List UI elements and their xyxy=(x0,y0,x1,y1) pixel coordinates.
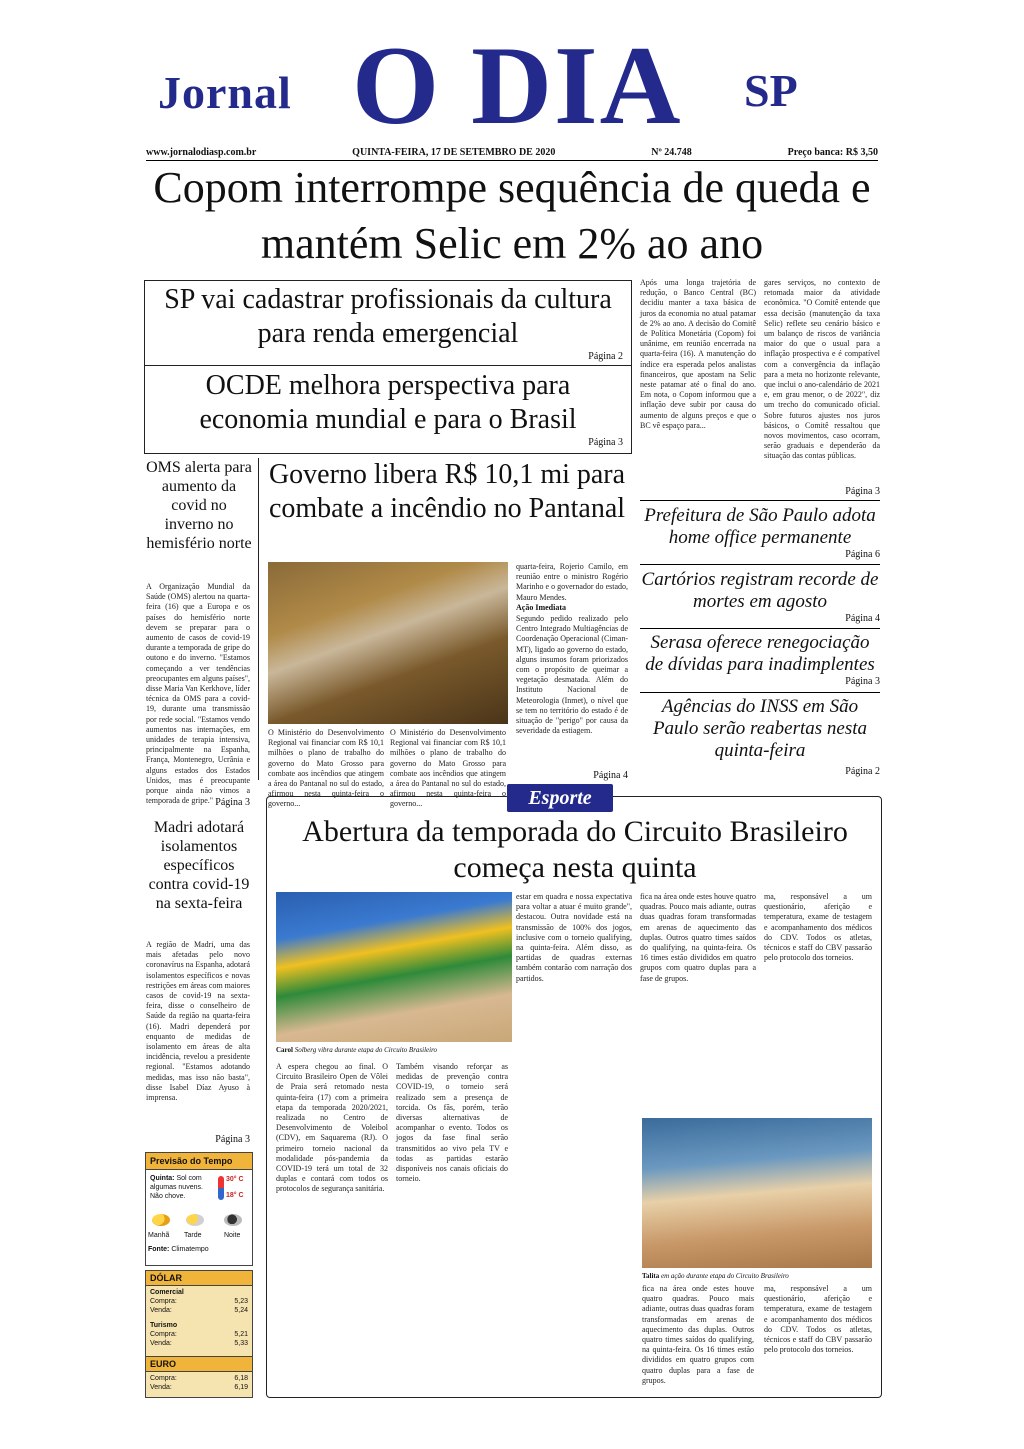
page-reference: Página 2 xyxy=(588,351,623,362)
sport-col3: estar em quadra e nossa expectativa para voltar a atuar é muito grande", destacou. Outra novidade está na transmissão de 100% dos jogos, inclusive com o torneio qualifying, na quinta-feira. Além disso, as partidas de quadras externas também contarão com narração dos partidos. xyxy=(516,892,632,983)
story-madri[interactable] xyxy=(146,818,252,913)
caption-name: Carol xyxy=(276,1046,293,1054)
dolar-turismo-buy xyxy=(146,1330,252,1339)
buy-value: 5,23 xyxy=(234,1298,248,1305)
sport-col5: ma, responsável a um questionário, aferição e temperatura, exame de testagem e acompanhamento dos médicos do CDV. Todos os atletas, técnicos e staff do CBV passarão pelo protocolo dos torneios. xyxy=(764,892,872,963)
page-reference: Página 4 xyxy=(845,613,880,624)
sell-value: 5,33 xyxy=(234,1340,248,1347)
currency-box xyxy=(145,1270,253,1398)
weather-desc-block xyxy=(150,1174,214,1201)
weather-content xyxy=(146,1170,252,1262)
volleyball-photo-talita xyxy=(642,1118,872,1268)
weather-box xyxy=(145,1152,253,1266)
comercial-label xyxy=(146,1288,252,1297)
euro-sell xyxy=(146,1383,252,1392)
weather-day: Quinta: xyxy=(150,1175,175,1182)
rule-italic-4 xyxy=(640,692,880,693)
period-afternoon: Tarde xyxy=(184,1232,202,1239)
main-headline[interactable]: Copom interrompe sequência de queda e mantém Selic em 2% ao ano xyxy=(153,163,871,268)
page-reference: Página 3 xyxy=(845,676,880,687)
temp-max: 30° C xyxy=(226,1176,244,1183)
website-link[interactable]: www.jornalodiasp.com.br xyxy=(146,147,257,158)
story-cartorios[interactable] xyxy=(640,569,880,624)
page-reference: Página 3 xyxy=(588,437,623,448)
comercial-text: Comercial xyxy=(150,1289,184,1296)
pantanal-col2: quarta-feira, Rojerio Camilo, em reunião entre o ministro Rogério Marinho e o governador do estado, Mauro Mendes. xyxy=(516,562,628,602)
dolar-comercial-sell xyxy=(146,1306,252,1315)
copom-page-ref: Página 3 xyxy=(845,486,880,497)
edition-date: QUINTA-FEIRA, 17 DE SETEMBRO DE 2020 xyxy=(352,147,556,158)
sell-label: Venda: xyxy=(150,1307,172,1314)
sell-value: 5,24 xyxy=(234,1307,248,1314)
oms-page-ref: Página 3 xyxy=(215,797,250,808)
rule-italic-3 xyxy=(640,628,880,629)
buy-value: 6,18 xyxy=(234,1375,248,1382)
sport-col1: A espera chegou ao final. O Circuito Brasileiro Open de Vôlei de Praia será retomado nesta quinta-feira (17) com a primeira etapa da temporada 2020/2021, realizada no Centro de Desenvolvimento de Voleibol (CDV), em Saquarema (RJ). O primeiro torneio nacional da modalidade pós-pandemia da COVID-19 terá um total de 32 duplas e contará com todos os protocolos de segurança sanitária. xyxy=(276,1062,388,1194)
volleyball-photo-carol xyxy=(276,892,512,1042)
masthead-title: O DIA xyxy=(352,24,683,148)
pantanal-caption: O Ministério do Desenvolvimento Regional vai financiar com R$ 10,1 milhões o plano de trabalho do governo do Mato Grosso para combate aos incêndios que atingem a área do Pantanal no sul do estado, afirmou nesta quinta-feira o governo... xyxy=(268,728,384,809)
copom-text-col2: gares serviços, no contexto de retomada maior da atividade econômica. "O Comitê entende que essa decisão (manutenção da taxa Selic) reflete seu cenário básico e um balanço de riscos de variância maior do que o usual para a inflação prospectiva e é compatível com a convergência da inflação para a meta no horizonte relevante, que inclui o ano-calendário de 2021 e, em grau menor, o de 2022", diz um trecho do comunicado oficial. Sobre futuros ajustes nos juros básicos, o Comitê ressaltou que novos movimentos, caso ocorram, serão graduais e dependerão da situação das contas públicas. xyxy=(764,278,880,461)
dolar-title: DÓLAR xyxy=(146,1271,252,1286)
pantanal-page-ref: Página 4 xyxy=(593,770,628,781)
madri-body: A região de Madri, uma das mais afetadas pelo novo coronavírus na Espanha, adotará isolamentos específicos e novas restrições em áreas com maiores casos de covid-19 na sexta-feira, disse o conselheiro de Saúde da região na quarta-feira (16). Madri dependerá por enquanto de medidas de isolamento em áreas de alta incidência, revelou a presidente regional. "Estamos adotando medidas, mas isso não basta", disse Isabel Díaz Ayuso à imprensa. xyxy=(146,940,250,1103)
story-serasa[interactable] xyxy=(640,632,880,687)
story-headline: Prefeitura de São Paulo adota home office permanente xyxy=(644,505,876,548)
weather-source xyxy=(148,1246,209,1253)
story-home-office[interactable] xyxy=(640,505,880,560)
pantanal-col2b: Segundo pedido realizado pelo Centro Integrado Multiagências de Coordenação Operacional (Ciman-MT), ligado ao governo do estado, alguns insumos foram priorizados com o propósito de queimar a vegetação desmatada. Além do Instituto Nacional de Meteorologia (Inmet), o nível que se tem no território do estado é de situação de "perigo" por causa da severidade da estiagem. xyxy=(516,614,628,736)
story-inss[interactable] xyxy=(640,696,880,777)
weather-title: Previsão do Tempo xyxy=(146,1153,252,1170)
sport-col2: Também visando reforçar as medidas de prevenção contra COVID-19, o torneio será realizado sem a presença de torcida. Os fãs, porém, terão diversas alternativas de acompanhar o evento. Todos os jogos da fase final serão transmitidos ao vivo pela TV e todas as partidas estarão disponíveis nos canais oficiais do torneio. xyxy=(396,1062,508,1184)
weather-desc: Sol com algumas nuvens. Não chove. xyxy=(150,1175,203,1200)
moon-cloud-icon xyxy=(224,1214,242,1226)
story-ocde[interactable] xyxy=(153,369,623,448)
pantanal-subhead: Ação Imediata xyxy=(516,603,566,612)
euro-title: EURO xyxy=(146,1356,252,1372)
sell-label: Venda: xyxy=(150,1384,172,1391)
caption-text: em ação durante etapa do Circuito Brasileiro xyxy=(661,1272,789,1280)
period-morning: Manhã xyxy=(148,1232,170,1239)
oms-body: A Organização Mundial da Saúde (OMS) alertou na quarta-feira (16) que a Europa e os países do hemisfério norte devem se preparar para o aumento de casos de covid-19 durante a temporada de gripe do outono e do inverno. "Estamos começando a ver tendências preocupantes em alguns países", disse Maria Van Kerkhove, líder técnica da OMS para a covid-19, durante uma transmissão por rede social. "Estamos vendo aumentos nas internações, em unidades de terapia intensiva, principalmente na Espanha, França, Montenegro, Ucrânia e alguns estados dos Estados Unidos, mas é preocupante porque ainda não vimos a temporada de gripe." xyxy=(146,582,250,806)
sell-value: 6,19 xyxy=(234,1384,248,1391)
sun-icon xyxy=(152,1214,170,1226)
sell-label: Venda: xyxy=(150,1340,172,1347)
turismo-label xyxy=(146,1321,252,1330)
boxed-stories xyxy=(144,280,632,454)
story-cultura[interactable] xyxy=(153,283,623,362)
story-headline: Madri adotará isolamentos específicos contra covid-19 na sexta-feira xyxy=(148,819,250,912)
story-headline: Cartórios registram recorde de mortes em agosto xyxy=(641,569,879,612)
caption-text: Solberg vibra durante etapa do Circuito Brasileiro xyxy=(294,1046,438,1054)
caption-name: Talita xyxy=(642,1272,660,1280)
source-name: Climatempo xyxy=(171,1246,209,1253)
source-label: Fonte: xyxy=(148,1246,170,1253)
photo-caption-talita xyxy=(642,1272,872,1281)
pantanal-caption-cont: O Ministério do Desenvolvimento Regional vai financiar com R$ 10,1 milhões o plano de trabalho do governo do Mato Grosso para combate aos incêndios que atingem a área do Pantanal no sul do estado, afirmou nesta quinta-feira o governo... xyxy=(390,728,506,809)
page-reference: Página 2 xyxy=(845,766,880,777)
masthead-prefix: Jornal xyxy=(158,67,292,118)
pantanal-headline[interactable]: Governo libera R$ 10,1 mi para combate a incêndio no Pantanal xyxy=(268,459,626,524)
story-headline: Agências do INSS em São Paulo serão reabertas nesta quinta-feira xyxy=(652,696,868,761)
euro-buy xyxy=(146,1374,252,1383)
sport-col4b: fica na área onde estes houve quatro quadras. Pouco mais adiante, outras duas quadras foram transformadas em arenas de aquecimento das duplas. Outros quatro times saídos do qualifying, na quinta-feira. Os 16 times estão divididos em quatro grupos com quatro duplas para a fase de grupos. xyxy=(642,1284,754,1385)
newsstand-price: Preço banca: R$ 3,50 xyxy=(787,147,878,158)
temp-min: 18° C xyxy=(226,1192,244,1199)
buy-label: Compra: xyxy=(150,1331,177,1338)
sport-tag[interactable]: Esporte xyxy=(507,784,613,812)
dolar-turismo-sell xyxy=(146,1339,252,1348)
buy-label: Compra: xyxy=(150,1298,177,1305)
period-night: Noite xyxy=(224,1232,241,1239)
copom-text-col1: Após uma longa trajetória de redução, o Banco Central (BC) decidiu manter a taxa básica de juros da economia no atual patamar de 2% ao ano. A decisão do Comitê de Política Monetária (Copom) foi unânime, em reunião encerrada na quarta-feira (16). A manutenção do índice era esperada pelos analistas financeiros, que apostam na Selic neste patamar até o final do ano. Em nota, o Copom informou que a inflação deve subir por causa do aumento de alguns preços e que o BC vê espaço para... xyxy=(640,278,756,430)
cloud-sun-icon xyxy=(186,1214,204,1226)
story-headline: OCDE melhora perspectiva para economia mundial e para o Brasil xyxy=(199,370,577,435)
story-headline: Serasa oferece renegociação de dívidas para inadimplentes xyxy=(645,632,875,675)
story-headline: OMS alerta para aumento da covid no inverno no hemisfério norte xyxy=(146,459,252,552)
story-oms[interactable] xyxy=(146,458,252,553)
madri-page-ref: Página 3 xyxy=(215,1134,250,1145)
rule-italic-1 xyxy=(640,500,880,501)
turismo-text: Turismo xyxy=(150,1322,178,1329)
photo-caption-carol xyxy=(276,1046,512,1055)
buy-value: 5,21 xyxy=(234,1331,248,1338)
rule-italic-2 xyxy=(640,564,880,565)
info-bar xyxy=(146,147,878,158)
buy-label: Compra: xyxy=(150,1375,177,1382)
sport-col5b: ma, responsável a um questionário, aferição e temperatura, exame de testagem e acompanhamento dos médicos do CDV. Todos os atletas, técnicos e staff do CBV passarão pelo protocolo dos torneios. xyxy=(764,1284,872,1355)
page-reference: Página 6 xyxy=(845,549,880,560)
edition-number: Nº 24.748 xyxy=(651,147,692,158)
sport-col4: fica na área onde estes houve quatro quadras. Pouco mais adiante, outras duas quadras foram transformadas em arenas de aquecimento das duplas. Outros quatro times saídos do qualifying, na quinta-feira. Os 16 times estão divididos em quatro grupos com quatro duplas para a fase de grupos. xyxy=(640,892,756,983)
masthead-suffix: SP xyxy=(744,65,798,116)
dolar-comercial-buy xyxy=(146,1297,252,1306)
box-divider xyxy=(145,365,631,366)
story-headline: SP vai cadastrar profissionais da cultura para renda emergencial xyxy=(164,284,612,349)
thermometer-icon xyxy=(218,1176,224,1200)
fire-photo xyxy=(268,562,508,724)
sport-headline[interactable]: Abertura da temporada do Circuito Brasileiro começa nesta quinta xyxy=(302,815,848,884)
column-divider xyxy=(258,458,259,780)
